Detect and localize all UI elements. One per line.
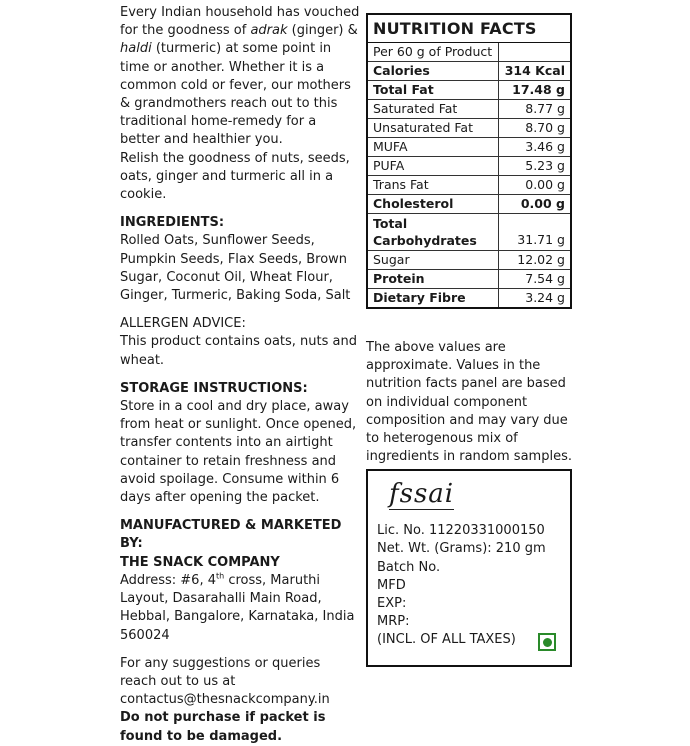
- nutrition-value: 12.02 g: [498, 251, 570, 270]
- nutrition-label: Cholesterol: [368, 195, 498, 214]
- nutrition-label: Trans Fat: [368, 176, 498, 195]
- intro-adrak: adrak: [250, 23, 288, 39]
- address-sup: th: [215, 571, 225, 581]
- intro-text-2: (ginger) &: [287, 23, 358, 39]
- nutrition-label: Sugar: [368, 251, 498, 270]
- nutrition-value: 8.77 g: [498, 100, 570, 119]
- mfd-date: MFD: [377, 577, 406, 593]
- nutrition-row: [368, 195, 570, 214]
- intro-haldi: haldi: [120, 41, 152, 57]
- intro-relish: Relish the goodness of nuts, seeds, oats, ginger and turmeric all in a cookie.: [120, 150, 350, 203]
- mrp-price: MRP:: [377, 614, 410, 630]
- intro-text-1: Every Indian household has vouched for the goodness of: [120, 5, 360, 39]
- nutrition-value: 3.46 g: [498, 138, 570, 157]
- nutrition-label: Calories: [368, 62, 498, 81]
- nutrition-value: 7.54 g: [498, 270, 570, 289]
- manufacturer-address: [120, 572, 360, 645]
- taxes-note: (INCL. OF ALL TAXES): [377, 632, 516, 648]
- nutrition-row: [368, 157, 570, 176]
- nutrition-label: Protein: [368, 270, 498, 289]
- veg-symbol-icon: [538, 633, 556, 651]
- nutrition-serving-blank: [498, 43, 570, 62]
- nutrition-table: [368, 43, 570, 307]
- allergen-heading: ALLERGEN ADVICE:: [120, 316, 246, 332]
- nutrition-row: [368, 100, 570, 119]
- nutrition-value: 0.00 g: [498, 195, 570, 214]
- address-prefix: Address: #6, 4: [120, 572, 216, 588]
- left-column: [120, 4, 360, 746]
- nutrition-label-line1: Total: [373, 216, 408, 231]
- nutrition-label: PUFA: [368, 157, 498, 176]
- nutrition-value: 31.71 g: [498, 214, 570, 251]
- nutrition-label-line2: Carbohydrates: [373, 233, 477, 248]
- contact-email[interactable]: contactus@thesnackcompany.in: [120, 692, 330, 708]
- nutrition-title: NUTRITION FACTS: [368, 15, 570, 43]
- exp-date: EXP:: [377, 596, 407, 612]
- nutrition-row: [368, 251, 570, 270]
- storage-text: Store in a cool and dry place, away from heat or sunlight. Once opened, transfer contents into an airtight container to retain freshness and avoid spoilage. Consume within 6 days after opening the packet.: [120, 399, 357, 506]
- nutrition-facts-panel: [366, 13, 572, 309]
- license-number: Lic. No. 11220331000150: [377, 523, 545, 539]
- net-weight: Net. Wt. (Grams): 210 gm: [377, 541, 546, 557]
- nutrition-value: 5.23 g: [498, 157, 570, 176]
- ingredients-text: Rolled Oats, Sunflower Seeds, Pumpkin Seeds, Flax Seeds, Brown Sugar, Coconut Oil, Wheat Flour, Ginger, Turmeric, Baking Soda, Salt: [120, 233, 351, 304]
- nutrition-note: The above values are approximate. Values in the nutrition facts panel are based on individual component composition and may vary due to heterogenous mix of ingredients in random samples.: [366, 340, 572, 465]
- contact-text: For any suggestions or queries reach out to us at: [120, 655, 321, 689]
- nutrition-value: 8.70 g: [498, 119, 570, 138]
- nutrition-row: [368, 176, 570, 195]
- intro-paragraph: [120, 4, 360, 150]
- fssai-details: [377, 522, 570, 649]
- nutrition-row: [368, 214, 570, 251]
- nutrition-value: 3.24 g: [498, 289, 570, 308]
- nutrition-serving: Per 60 g of Product: [368, 43, 498, 62]
- nutrition-row: [368, 270, 570, 289]
- nutrition-label: Dietary Fibre: [373, 290, 466, 305]
- nutrition-row: [368, 62, 570, 81]
- allergen-text: This product contains oats, nuts and wheat.: [120, 334, 357, 368]
- nutrition-row: [368, 119, 570, 138]
- nutrition-value: 0.00 g: [498, 176, 570, 195]
- nutrition-label: Saturated Fat: [368, 100, 498, 119]
- address-rest: cross, Maruthi Layout, Dasarahalli Main Road, Hebbal, Bangalore, Karnataka, India 560024: [120, 572, 355, 643]
- ingredients-heading: INGREDIENTS:: [120, 215, 225, 231]
- batch-number: Batch No.: [377, 559, 441, 575]
- intro-text-3: (turmeric) at some point in time or another. Whether it is a common cold or fever, our mothers & grandmothers reach out to this traditional home-remedy for a better and healthier you.: [120, 41, 351, 148]
- nutrition-row: [368, 289, 570, 308]
- veg-dot-icon: [543, 638, 552, 647]
- nutrition-label: [368, 214, 498, 251]
- storage-heading: STORAGE INSTRUCTIONS:: [120, 380, 308, 396]
- nutrition-row: [368, 81, 570, 100]
- manufacturer-company: THE SNACK COMPANY: [120, 554, 280, 570]
- nutrition-label: Total Fat: [368, 81, 498, 100]
- fssai-panel: [366, 469, 572, 667]
- manufacturer-heading: MANUFACTURED & MARKETED BY:: [120, 518, 342, 552]
- damage-warning: Do not purchase if packet is found to be damaged.: [120, 710, 326, 744]
- nutrition-serving-row: [368, 43, 570, 62]
- nutrition-row: [368, 138, 570, 157]
- fssai-logo: fssai: [389, 479, 455, 509]
- nutrition-value: 314 Kcal: [498, 62, 570, 81]
- nutrition-value: 17.48 g: [498, 81, 570, 100]
- nutrition-label: MUFA: [368, 138, 498, 157]
- nutrition-label: Unsaturated Fat: [368, 119, 498, 138]
